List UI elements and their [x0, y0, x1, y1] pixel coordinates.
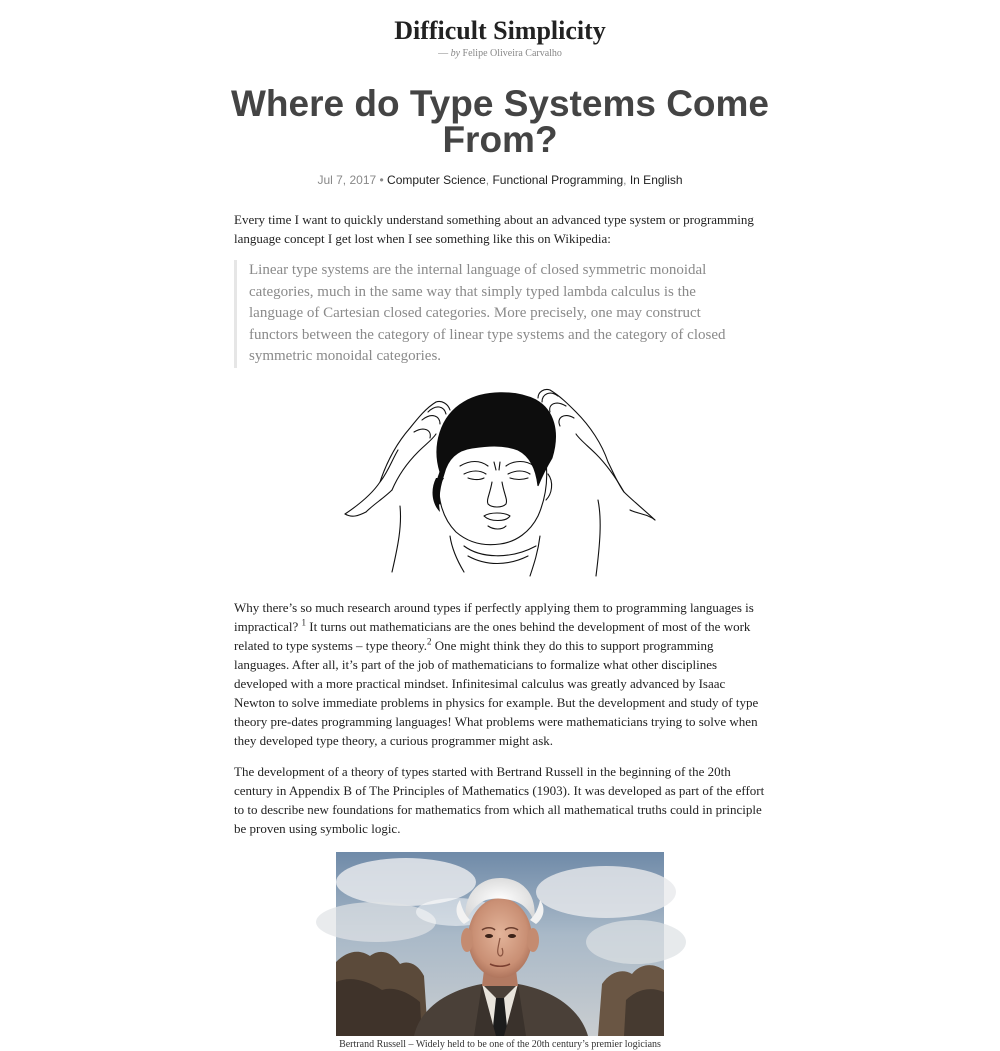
- photo-caption: Bertrand Russell – Widely held to be one of the 20th century’s premier logicians: [339, 1038, 661, 1050]
- byline-prefix: —: [438, 48, 451, 59]
- category-separator: ,: [485, 173, 493, 187]
- footnote-2-link[interactable]: 2: [427, 636, 432, 647]
- post-content: [234, 210, 766, 1051]
- research-text-b: It turns out mathematicians are the ones behind the development of most of the work related to type systems – type theory.: [234, 618, 751, 653]
- byline-by: by: [450, 48, 461, 59]
- category-link-computer-science[interactable]: Computer Science: [387, 173, 486, 187]
- category-link-functional-programming[interactable]: Functional Programming: [492, 173, 624, 187]
- photo-figure: [234, 852, 766, 1051]
- post-meta: [0, 172, 1000, 188]
- research-text-a: Why there’s so much research around types if perfectly applying them to programming languages is impractical?: [234, 599, 754, 634]
- intro-paragraph: Every time I want to quickly understand something about an advanced type system or programming language concept I get lost when I see something like this on Wikipedia:: [234, 212, 754, 246]
- category-separator: ,: [623, 173, 630, 187]
- post-date: Jul 7, 2017: [317, 173, 377, 187]
- footnote-1-link[interactable]: 1: [301, 617, 306, 628]
- bertrand-russell-portrait: [336, 852, 664, 1036]
- site-byline: [0, 47, 1000, 60]
- category-link-in-english[interactable]: In English: [629, 173, 683, 187]
- site-header: [0, 0, 1000, 60]
- post-title: Where do Type Systems Come From?: [230, 83, 770, 160]
- byline-author: Felipe Oliveira Carvalho: [460, 48, 562, 59]
- confused-man-meme-illustration: [340, 386, 660, 582]
- meta-separator: •: [376, 173, 388, 187]
- russell-paragraph: The development of a theory of types started with Bertrand Russell in the beginning of the 20th century in Appendix B of The Principles of Mathematics (1903). It was developed as part of the effort to to describe new foundations for mathematics from which all mathematical truths could in principle be proven using symbolic logic.: [234, 763, 765, 836]
- site-title-link[interactable]: Difficult Simplicity: [394, 16, 606, 45]
- wikipedia-quote: Linear type systems are the internal language of closed symmetric monoidal categories, much in the same way that simply typed lambda calculus is the language of Cartesian closed categories. More precisely, one may construct functors between the category of linear type systems and the category of closed symmetric monoidal categories.: [234, 260, 749, 368]
- research-text-c: One might think they do this to support programming languages. After all, it’s part of the job of mathematicians to formalize what other disciplines developed with a more practical mindset. Infinitesimal calculus was greatly advanced by Isaac Newton to solve immediate problems in physics for example. But the development and study of type theory pre-dates programming languages! What problems were mathematicians trying to solve when they developed type theory, a curious programmer might ask.: [234, 637, 759, 748]
- research-paragraph: [234, 598, 766, 750]
